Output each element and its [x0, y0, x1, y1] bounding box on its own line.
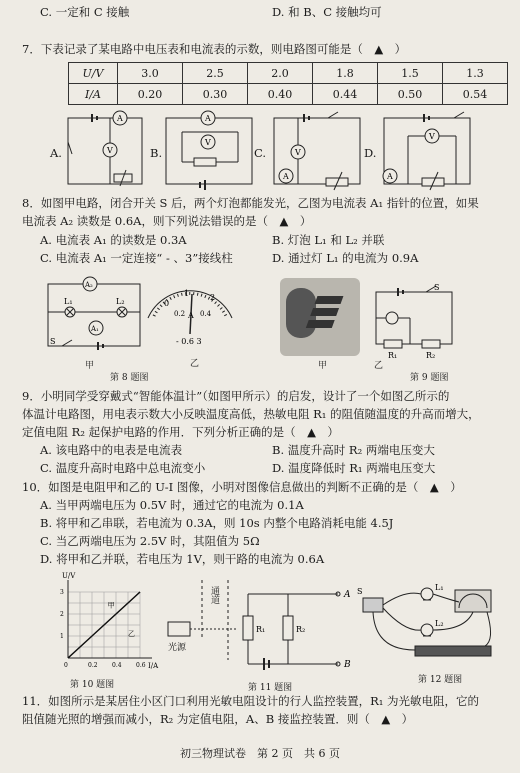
y-tick-label: 3: [60, 589, 64, 596]
y-axis-label: U/V: [62, 572, 76, 580]
fig12-caption: 第 12 题图: [418, 675, 463, 685]
i-header: I/A: [69, 84, 118, 105]
svg-text:0: 0: [164, 299, 170, 308]
fig9-caption: 第 9 题图: [410, 373, 449, 383]
svg-text:0.2: 0.2: [174, 310, 186, 318]
y-tick-label: 2: [60, 611, 64, 618]
svg-text:B: B: [344, 660, 351, 670]
q8-stem-line-1: 8．如图甲电路，闭合开关 S 后，两个灯泡都能发光，乙图为电流表 A₁ 指针的位置，如果: [22, 196, 479, 210]
q11-stem-line-1: 11．如图所示是某居住小区门口利用光敏电阻设计的行人监控装置，R₁ 为光敏电阻，它的: [22, 694, 480, 708]
fig9-thermometer-photo: [280, 278, 360, 356]
q8-stem-line-2: 电流表 A₂ 读数是 0.6A，则下列说法错误的是（ ▲ ）: [22, 214, 312, 228]
svg-text:L₂: L₂: [116, 297, 125, 306]
q9-stem-line-3: 定值电阻 R₂ 起保护电路的作用．下列分析正确的是（ ▲ ）: [22, 425, 339, 439]
fig11-monitor-circuit: [168, 580, 358, 676]
x-tick-label: 0: [64, 662, 68, 669]
q8-option-b: B. 灯泡 L₁ 和 L₂ 并联: [272, 233, 385, 247]
fig11-light-source-label: 光源: [168, 643, 187, 653]
q10-option-d: D. 将甲和乙并联，若电压为 1V，则干路的电流为 0.6A: [40, 552, 325, 566]
svg-text:A: A: [283, 172, 289, 181]
q8-option-c: C. 电流表 A₁ 一定连接“ - 、3”接线柱: [40, 251, 233, 265]
fig9-label-jia: 甲: [318, 361, 328, 371]
q8-option-a: A. 电流表 A₁ 的读数是 0.3A: [40, 233, 187, 247]
fig10-caption: 第 10 题图: [70, 680, 115, 690]
fig9-label-yi: 乙: [374, 361, 384, 371]
fig8-label-yi: 乙: [190, 359, 200, 369]
fig11-channel-label: 通道: [209, 586, 219, 604]
q7-data-table: [68, 62, 508, 105]
svg-text:V: V: [429, 132, 435, 141]
x-axis-label: I/A: [148, 662, 159, 670]
svg-text:S: S: [434, 283, 440, 292]
q7-label-a: A.: [50, 146, 62, 160]
svg-text:R₁: R₁: [256, 625, 266, 634]
svg-text:2: 2: [210, 293, 216, 302]
q7-circuit-d: [378, 112, 478, 192]
table-row: I/A 0.20 0.30 0.40 0.44 0.50 0.54: [69, 84, 508, 105]
fig8-ammeter-dial: [140, 278, 240, 358]
q9-stem-line-1: 9．小明同学受穿戴式“智能体温计”（如图甲所示）的启发，设计了一个如图乙所示的: [22, 389, 450, 403]
q9-option-a: A. 该电路中的电表是电流表: [40, 443, 183, 457]
fig11-caption: 第 11 题图: [248, 683, 293, 693]
table-row: U/V 3.0 2.5 2.0 1.8 1.5 1.3: [69, 63, 508, 84]
q9-stem-line-2: 体温计电路图，用电表示数大小反映温度高低，热敏电阻 R₁ 的阻值随温度的升高而增大，: [22, 407, 480, 421]
svg-text:R₂: R₂: [296, 625, 306, 634]
q7-stem: 7．下表记录了某电路中电压表和电流表的示数，则电路图可能是（ ▲ ）: [22, 42, 407, 56]
y-tick-label: 1: [60, 633, 64, 640]
svg-text:A₁: A₁: [91, 325, 99, 333]
svg-text:V: V: [295, 148, 301, 157]
q6-option-d: D. 和 B、C 接触均可: [272, 5, 382, 19]
fig8-circuit-jia: [40, 278, 150, 358]
svg-text:A: A: [205, 114, 211, 123]
fig12-physical-circuit: [355, 580, 500, 666]
q9-option-d: D. 温度降低时 R₁ 两端电压变大: [272, 461, 436, 475]
q9-option-b: B. 温度升高时 R₂ 两端电压变大: [272, 443, 435, 457]
svg-text:- 0.6 3: - 0.6 3: [176, 337, 202, 346]
svg-text:L₁: L₁: [64, 297, 73, 306]
x-tick-label: 0.4: [112, 662, 122, 669]
q7-label-c: C.: [254, 146, 267, 160]
u-header: U/V: [69, 63, 118, 84]
svg-text:V: V: [205, 138, 211, 147]
q9-option-c: C. 温度升高时电路中总电流变小: [40, 461, 206, 475]
svg-text:0.4: 0.4: [200, 310, 212, 318]
page-footer: 初三物理试卷 第 2 页 共 6 页: [180, 747, 340, 760]
series-label: 甲: [107, 601, 115, 610]
svg-text:A: A: [188, 311, 194, 320]
svg-text:S: S: [357, 587, 363, 596]
q10-option-b: B. 将甲和乙串联，若电流为 0.3A，则 10s 内整个电路消耗电能 4.5J: [40, 516, 394, 530]
q10-option-c: C. 当乙两端电压为 2.5V 时，其阻值为 5Ω: [40, 534, 260, 548]
q7-circuit-c: [268, 112, 368, 192]
q11-stem-line-2: 阻值随光照的增强而减小，R₂ 为定值电阻，A、B 接监控装置．则（ ▲ ）: [22, 712, 414, 726]
svg-text:A₂: A₂: [85, 281, 93, 289]
q10-stem: 10．如图是电阻甲和乙的 U-I 图像，小明对图像信息做出的判断不正确的是（ ▲ ）: [22, 480, 462, 494]
svg-text:V: V: [107, 146, 113, 155]
fig9-circuit-yi: [370, 283, 460, 360]
svg-text:R₂: R₂: [426, 351, 436, 360]
q6-option-c: C. 一定和 C 接触: [40, 5, 130, 19]
svg-text:R₁: R₁: [388, 351, 398, 360]
q7-circuit-b: [160, 112, 260, 192]
x-tick-label: 0.6: [136, 662, 146, 669]
fig8-caption: 第 8 题图: [110, 373, 149, 383]
series-label: 乙: [128, 630, 135, 638]
q10-option-a: A. 当甲两端电压为 0.5V 时，通过它的电流为 0.1A: [40, 498, 304, 512]
q7-circuit-a: [62, 112, 152, 192]
q7-label-b: B.: [150, 146, 163, 160]
x-tick-label: 0.2: [88, 662, 98, 669]
svg-text:S: S: [50, 337, 56, 346]
fig10-ui-graph: [50, 572, 160, 676]
svg-text:A: A: [387, 172, 393, 181]
svg-text:A: A: [117, 114, 123, 123]
svg-text:L₂: L₂: [435, 619, 444, 628]
fig8-label-jia: 甲: [85, 361, 95, 371]
svg-text:1: 1: [184, 289, 190, 298]
svg-text:L₁: L₁: [435, 583, 444, 592]
svg-text:A: A: [344, 590, 351, 600]
q8-option-d: D. 通过灯 L₁ 的电流为 0.9A: [272, 251, 419, 265]
q7-label-d: D.: [364, 146, 377, 160]
